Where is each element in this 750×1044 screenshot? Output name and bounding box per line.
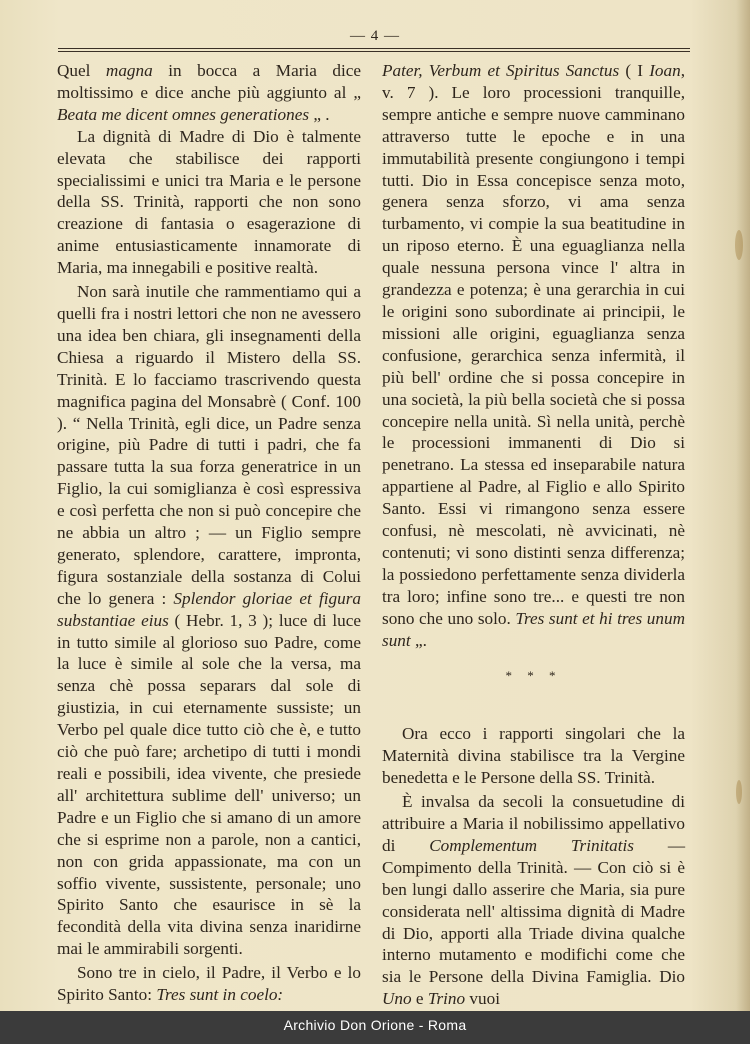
page-edge-shadow — [736, 0, 750, 1044]
paragraph: Pater, Verbum et Spiritus Sanctus ( I Ioan, v. 7 ). Le loro processioni tranquille, sempre antiche e sempre nuove camminano attraverso tutte le epoche e in una immutabilità presente congiungono i tempi tutti. Dio in Essa concepisce senza moto, genera senza sforzo, vi ama senza turbamento, vi compie la sua beatitudine in un riposo eterno. È una eguaglianza nella quale nessuna persona vince l' altra in grandezza e potenza; è una gerarchia in cui le origini sono subordinate ai principii, le missioni alle origini, eguaglianza senza confusione, gerarchica senza infermità, il più bell' ordine che si possa concepire in una società, la più bella società che si possa concepire nella unità. Sì nella unità, perchè le processioni immanenti di Dio si penetrano. La stessa ed inseparabile natura appartiene al Padre, al Figlio e allo Spirito Santo. Essi vi rimangono senza essere confusi, nè mescolati, nè avvicinati, nè contenuti; vi sono distinti senza differenza; la possiedono perfettamente senza dividerla tra loro; infine sono tre... e questi tre non sono che uno solo. Tres sunt et hi tres unum sunt „. — [382, 61, 685, 650]
paper-stain — [736, 780, 742, 804]
section-separator: * * * — [505, 668, 562, 684]
header-rule-thin — [58, 51, 690, 52]
header-rule — [58, 48, 690, 49]
right-column — [382, 60, 685, 1010]
paper-stain — [735, 230, 743, 260]
page-number: — 4 — — [350, 28, 400, 44]
paragraph: Sono tre in cielo, il Padre, il Verbo e lo Spirito Santo: Tres sunt in coelo: — [57, 963, 361, 1005]
paragraph: È invalsa da secoli la consuetudine di attribuire a Maria il nobilissimo appellativo di Complementum Trinitatis — Compimento della Trinità. — Con ciò si è ben lungi dallo asserire che Maria, sia pure considerata nell' altissima dignità di Madre di Dio, apporti alla Triade divina qualche interno mutamento e modifichi come che sia le Persone della Divina Famiglia. Dio Uno e Trino vuoi — [382, 792, 686, 1009]
paragraph: Ora ecco i rapporti singolari che la Maternità divina stabilisce tra la Vergine benedetta e le Persone della SS. Trinità. — [382, 724, 685, 788]
paragraph: Quel magna in bocca a Maria dice moltissimo e dice anche più aggiunto al „ Beata me dicent omnes generationes „ . — [57, 61, 361, 124]
archive-credit: Archivio Don Orione - Roma — [283, 1017, 467, 1033]
paragraph: La dignità di Madre di Dio è talmente elevata che stabilisce dei rapporti specialissimi e unici tra Maria e le persone della SS. Trinità, rapporti che non sono creazione di fantasia o esagerazione di anime entusiasticamente innamorate di Maria, ma innegabili e positive realtà. — [57, 126, 361, 278]
paragraph: Non sarà inutile che rammentiamo qui a quelli fra i nostri lettori che non ne avessero una idea ben chiara, gli insegnamenti della Chiesa a riguardo il Mistero della SS. Trinità. E lo facciamo trascrivendo questa magnifica pagina del Monsabrè ( Conf. 100 ). “ Nella Trinità, egli dice, un Padre senza origine, più Padre di tutti i padri, che fa passare tutta la sua forza generatrice in un Figlio, la cui somiglianza è così espressiva e così perfetta che non si può concepire che ne abbia un altro ; — un Figlio sempre generato, splendore, carattere, impronta, figura sostanziale della sostanza di Colui che lo genera : Splendor gloriae et figura substantiae eius ( Hebr. 1, 3 ); luce di luce in tutto simile al glorioso suo Padre, come la luce è simile al sole che la versa, ma senza chè possa separars dal sole di giustizia, in cui eternamente sussiste; un Verbo pel quale dice tutto ciò che è, e tutto ciò che può fare; archetipo di tutti i mondi reali e possibili, idea vivente, che presiede all' architettura sublime dell' universo; un Padre e un Figlio che si amano di un amore che si esprime non a parole, non a cantici, non con grida appassionate, ma con un soffio vivente, sussistente, personale; uno Spirito Santo che esaurisce in sè la fecondità della vita divina senza inaridirne mai le ammirabili sorgenti. — [57, 282, 361, 959]
left-column — [57, 60, 361, 1006]
